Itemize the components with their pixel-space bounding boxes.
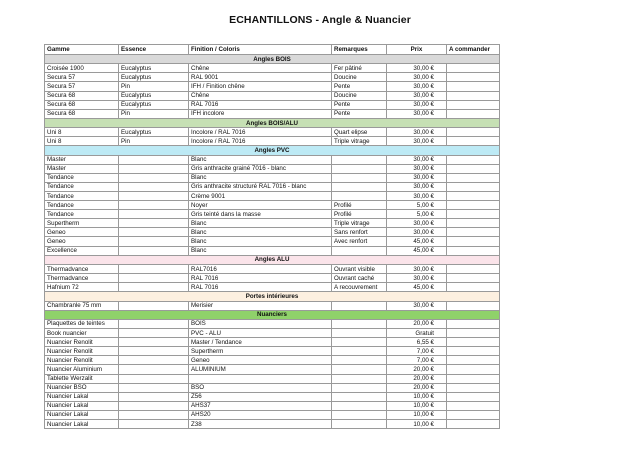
cell-gamme: Master bbox=[45, 164, 119, 173]
table-row bbox=[45, 128, 500, 137]
cell-remarques bbox=[332, 192, 387, 201]
cell-gamme: Chambranle 75 mm bbox=[45, 301, 119, 310]
cell-remarques bbox=[332, 401, 387, 410]
section-title: Nuanciers bbox=[45, 310, 500, 319]
table-row bbox=[45, 283, 500, 292]
cell-remarques bbox=[332, 329, 387, 338]
cell-prix: 45,00 € bbox=[387, 283, 447, 292]
cell-finition: Geneo bbox=[189, 356, 332, 365]
cell-gamme: Tablette Werzalit bbox=[45, 374, 119, 383]
table-row bbox=[45, 410, 500, 419]
cell-a-commander[interactable] bbox=[447, 356, 500, 365]
cell-finition: Incolore / RAL 7016 bbox=[189, 137, 332, 146]
cell-a-commander[interactable] bbox=[447, 274, 500, 283]
table-row bbox=[45, 329, 500, 338]
cell-a-commander[interactable] bbox=[447, 219, 500, 228]
table-row bbox=[45, 419, 500, 428]
cell-essence bbox=[119, 246, 189, 255]
cell-finition: BOIS bbox=[189, 319, 332, 328]
cell-remarques bbox=[332, 356, 387, 365]
cell-gamme: Excellence bbox=[45, 246, 119, 255]
table-row bbox=[45, 319, 500, 328]
cell-a-commander[interactable] bbox=[447, 91, 500, 100]
section-row bbox=[45, 292, 500, 301]
cell-remarques: Doucine bbox=[332, 91, 387, 100]
table-row bbox=[45, 228, 500, 237]
table-body bbox=[45, 55, 500, 429]
cell-essence bbox=[119, 419, 189, 428]
cell-gamme: Croisée 1900 bbox=[45, 64, 119, 73]
cell-gamme: Secura 68 bbox=[45, 100, 119, 109]
cell-gamme: Nuancier Aluminium bbox=[45, 365, 119, 374]
cell-gamme: Nuancier Renolit bbox=[45, 338, 119, 347]
cell-gamme: Master bbox=[45, 155, 119, 164]
cell-gamme: Nuancier Lakal bbox=[45, 392, 119, 401]
cell-remarques: Pente bbox=[332, 109, 387, 118]
cell-remarques: Fer pâtiné bbox=[332, 64, 387, 73]
table-row bbox=[45, 64, 500, 73]
cell-prix: 30,00 € bbox=[387, 100, 447, 109]
cell-remarques bbox=[332, 410, 387, 419]
cell-finition: IFH incolore bbox=[189, 109, 332, 118]
header-a-commander: A commander bbox=[447, 45, 500, 55]
cell-remarques: Sans renfort bbox=[332, 228, 387, 237]
cell-prix: 45,00 € bbox=[387, 246, 447, 255]
cell-essence bbox=[119, 283, 189, 292]
cell-prix: 30,00 € bbox=[387, 192, 447, 201]
cell-remarques: A recouvrement bbox=[332, 283, 387, 292]
cell-remarques: Pente bbox=[332, 100, 387, 109]
table-row bbox=[45, 73, 500, 82]
cell-prix: 30,00 € bbox=[387, 155, 447, 164]
cell-a-commander[interactable] bbox=[447, 401, 500, 410]
cell-remarques bbox=[332, 164, 387, 173]
cell-gamme: Plaquettes de teintes bbox=[45, 319, 119, 328]
cell-essence bbox=[119, 274, 189, 283]
cell-finition: Blanc bbox=[189, 228, 332, 237]
cell-gamme: Tendance bbox=[45, 210, 119, 219]
table-row bbox=[45, 301, 500, 310]
cell-gamme: Nuancier Lakal bbox=[45, 401, 119, 410]
header-row bbox=[45, 45, 500, 55]
cell-a-commander[interactable] bbox=[447, 128, 500, 137]
cell-a-commander[interactable] bbox=[447, 155, 500, 164]
cell-remarques bbox=[332, 365, 387, 374]
table-row bbox=[45, 383, 500, 392]
cell-a-commander[interactable] bbox=[447, 192, 500, 201]
table-row bbox=[45, 246, 500, 255]
cell-a-commander[interactable] bbox=[447, 164, 500, 173]
cell-gamme: Nuancier Lakal bbox=[45, 410, 119, 419]
table-row bbox=[45, 264, 500, 273]
header-gamme: Gamme bbox=[45, 45, 119, 55]
cell-remarques: Quart elipse bbox=[332, 128, 387, 137]
cell-essence bbox=[119, 392, 189, 401]
section-row bbox=[45, 146, 500, 155]
cell-a-commander[interactable] bbox=[447, 73, 500, 82]
section-title: Angles BOIS/ALU bbox=[45, 118, 500, 127]
cell-finition: RAL 7016 bbox=[189, 274, 332, 283]
section-row bbox=[45, 55, 500, 64]
table-row bbox=[45, 182, 500, 191]
cell-prix: 30,00 € bbox=[387, 228, 447, 237]
cell-prix: 20,00 € bbox=[387, 365, 447, 374]
cell-prix: 30,00 € bbox=[387, 82, 447, 91]
cell-a-commander[interactable] bbox=[447, 201, 500, 210]
cell-gamme: Tendance bbox=[45, 192, 119, 201]
cell-a-commander[interactable] bbox=[447, 210, 500, 219]
cell-essence bbox=[119, 410, 189, 419]
cell-essence bbox=[119, 264, 189, 273]
cell-finition: RAL7016 bbox=[189, 264, 332, 273]
table-row bbox=[45, 82, 500, 91]
header-prix: Prix bbox=[387, 45, 447, 55]
table-row bbox=[45, 274, 500, 283]
table-row bbox=[45, 201, 500, 210]
cell-a-commander[interactable] bbox=[447, 374, 500, 383]
table-row bbox=[45, 401, 500, 410]
cell-gamme: Tendance bbox=[45, 182, 119, 191]
cell-gamme: Secura 57 bbox=[45, 82, 119, 91]
cell-prix: 10,00 € bbox=[387, 410, 447, 419]
cell-finition: Chêne bbox=[189, 64, 332, 73]
cell-a-commander[interactable] bbox=[447, 109, 500, 118]
table-row bbox=[45, 210, 500, 219]
cell-remarques bbox=[332, 155, 387, 164]
cell-prix: 30,00 € bbox=[387, 91, 447, 100]
header-finition: Finition / Coloris bbox=[189, 45, 332, 55]
cell-a-commander[interactable] bbox=[447, 237, 500, 246]
header-remarques: Remarques bbox=[332, 45, 387, 55]
cell-remarques bbox=[332, 347, 387, 356]
cell-essence bbox=[119, 192, 189, 201]
cell-finition bbox=[189, 374, 332, 383]
cell-essence: Eucalyptus bbox=[119, 128, 189, 137]
cell-prix: 10,00 € bbox=[387, 401, 447, 410]
section-title: Angles ALU bbox=[45, 255, 500, 264]
cell-a-commander[interactable] bbox=[447, 182, 500, 191]
cell-gamme: Hafnium 72 bbox=[45, 283, 119, 292]
cell-essence bbox=[119, 210, 189, 219]
price-table bbox=[44, 44, 500, 429]
table-row bbox=[45, 219, 500, 228]
cell-finition: Blanc bbox=[189, 155, 332, 164]
cell-essence bbox=[119, 356, 189, 365]
cell-gamme: Nuancier Lakal bbox=[45, 419, 119, 428]
table-row bbox=[45, 338, 500, 347]
cell-gamme: Book nuancier bbox=[45, 329, 119, 338]
cell-remarques: Ouvrant visible bbox=[332, 264, 387, 273]
table-row bbox=[45, 100, 500, 109]
table-row bbox=[45, 237, 500, 246]
cell-essence bbox=[119, 365, 189, 374]
cell-remarques bbox=[332, 419, 387, 428]
cell-finition: Gris anthracite structuré RAL 7016 - blanc bbox=[189, 182, 332, 191]
table-row bbox=[45, 155, 500, 164]
cell-finition: Z56 bbox=[189, 392, 332, 401]
cell-a-commander[interactable] bbox=[447, 410, 500, 419]
cell-prix: 30,00 € bbox=[387, 73, 447, 82]
cell-a-commander[interactable] bbox=[447, 283, 500, 292]
cell-a-commander[interactable] bbox=[447, 419, 500, 428]
table-row bbox=[45, 109, 500, 118]
section-row bbox=[45, 255, 500, 264]
cell-remarques: Avec renfort bbox=[332, 237, 387, 246]
cell-a-commander[interactable] bbox=[447, 301, 500, 310]
cell-gamme: Nuancier Renolit bbox=[45, 347, 119, 356]
cell-essence bbox=[119, 329, 189, 338]
cell-gamme: Geneo bbox=[45, 228, 119, 237]
section-title: Angles PVC bbox=[45, 146, 500, 155]
cell-essence: Eucalyptus bbox=[119, 73, 189, 82]
cell-remarques: Pente bbox=[332, 82, 387, 91]
cell-finition: Master / Tendance bbox=[189, 338, 332, 347]
cell-prix: 20,00 € bbox=[387, 374, 447, 383]
cell-remarques bbox=[332, 338, 387, 347]
cell-gamme: Tendance bbox=[45, 173, 119, 182]
cell-prix: 30,00 € bbox=[387, 274, 447, 283]
cell-finition: Z38 bbox=[189, 419, 332, 428]
cell-essence bbox=[119, 401, 189, 410]
cell-finition: Blanc bbox=[189, 173, 332, 182]
cell-finition: Gris teinté dans la masse bbox=[189, 210, 332, 219]
cell-prix: 7,00 € bbox=[387, 356, 447, 365]
cell-essence: Pin bbox=[119, 109, 189, 118]
cell-essence: Pin bbox=[119, 82, 189, 91]
cell-finition: Blanc bbox=[189, 219, 332, 228]
cell-remarques: Ouvrant caché bbox=[332, 274, 387, 283]
header-essence: Essence bbox=[119, 45, 189, 55]
cell-gamme: Secura 57 bbox=[45, 73, 119, 82]
cell-a-commander[interactable] bbox=[447, 383, 500, 392]
table-row bbox=[45, 173, 500, 182]
cell-remarques bbox=[332, 173, 387, 182]
cell-finition: Incolore / RAL 7016 bbox=[189, 128, 332, 137]
cell-prix: 30,00 € bbox=[387, 128, 447, 137]
cell-remarques bbox=[332, 392, 387, 401]
cell-remarques bbox=[332, 319, 387, 328]
cell-gamme: Secura 68 bbox=[45, 91, 119, 100]
cell-prix: 30,00 € bbox=[387, 109, 447, 118]
cell-prix: 20,00 € bbox=[387, 319, 447, 328]
table-row bbox=[45, 374, 500, 383]
cell-essence bbox=[119, 201, 189, 210]
cell-finition: Noyer bbox=[189, 201, 332, 210]
cell-remarques bbox=[332, 301, 387, 310]
cell-gamme: Uni 8 bbox=[45, 137, 119, 146]
cell-remarques: Triple vitrage bbox=[332, 219, 387, 228]
cell-finition: IFH / Finition chêne bbox=[189, 82, 332, 91]
cell-a-commander[interactable] bbox=[447, 392, 500, 401]
cell-prix: 30,00 € bbox=[387, 173, 447, 182]
cell-prix: 10,00 € bbox=[387, 392, 447, 401]
cell-essence: Eucalyptus bbox=[119, 64, 189, 73]
table-row bbox=[45, 347, 500, 356]
cell-essence bbox=[119, 338, 189, 347]
cell-gamme: Tendance bbox=[45, 201, 119, 210]
cell-essence bbox=[119, 237, 189, 246]
cell-gamme: Thermadvance bbox=[45, 264, 119, 273]
cell-gamme: Thermadvance bbox=[45, 274, 119, 283]
cell-finition: AHS37 bbox=[189, 401, 332, 410]
cell-essence bbox=[119, 164, 189, 173]
cell-a-commander[interactable] bbox=[447, 246, 500, 255]
cell-essence bbox=[119, 155, 189, 164]
cell-prix: 30,00 € bbox=[387, 137, 447, 146]
cell-essence bbox=[119, 374, 189, 383]
cell-essence bbox=[119, 301, 189, 310]
cell-prix: 30,00 € bbox=[387, 164, 447, 173]
cell-finition: ALUMINIUM bbox=[189, 365, 332, 374]
cell-essence bbox=[119, 228, 189, 237]
cell-prix: 30,00 € bbox=[387, 301, 447, 310]
cell-finition: Gris anthracite grainé 7016 - blanc bbox=[189, 164, 332, 173]
cell-finition: Blanc bbox=[189, 237, 332, 246]
cell-essence bbox=[119, 219, 189, 228]
cell-a-commander[interactable] bbox=[447, 173, 500, 182]
table-row bbox=[45, 164, 500, 173]
cell-a-commander[interactable] bbox=[447, 338, 500, 347]
cell-finition: PVC - ALU bbox=[189, 329, 332, 338]
cell-essence: Eucalyptus bbox=[119, 100, 189, 109]
cell-remarques bbox=[332, 182, 387, 191]
cell-prix: 7,00 € bbox=[387, 347, 447, 356]
table-row bbox=[45, 392, 500, 401]
cell-a-commander[interactable] bbox=[447, 365, 500, 374]
cell-finition: Supertherm bbox=[189, 347, 332, 356]
cell-gamme: Nuancier Renolit bbox=[45, 356, 119, 365]
cell-a-commander[interactable] bbox=[447, 264, 500, 273]
cell-remarques: Triple vitrage bbox=[332, 137, 387, 146]
section-title: Portes intérieures bbox=[45, 292, 500, 301]
cell-remarques: Doucine bbox=[332, 73, 387, 82]
table-row bbox=[45, 365, 500, 374]
cell-gamme: Uni 8 bbox=[45, 128, 119, 137]
cell-prix: 20,00 € bbox=[387, 383, 447, 392]
cell-essence bbox=[119, 173, 189, 182]
cell-prix: 5,00 € bbox=[387, 201, 447, 210]
section-row bbox=[45, 310, 500, 319]
cell-gamme: Supertherm bbox=[45, 219, 119, 228]
cell-prix: 5,00 € bbox=[387, 210, 447, 219]
section-title: Angles BOIS bbox=[45, 55, 500, 64]
cell-remarques bbox=[332, 374, 387, 383]
cell-finition: RAL 7016 bbox=[189, 283, 332, 292]
cell-prix: 30,00 € bbox=[387, 182, 447, 191]
cell-a-commander[interactable] bbox=[447, 329, 500, 338]
cell-a-commander[interactable] bbox=[447, 137, 500, 146]
cell-finition: AHS20 bbox=[189, 410, 332, 419]
cell-essence: Eucalyptus bbox=[119, 91, 189, 100]
cell-finition: Blanc bbox=[189, 246, 332, 255]
table-row bbox=[45, 91, 500, 100]
cell-finition: Crème 9001 bbox=[189, 192, 332, 201]
cell-prix: 30,00 € bbox=[387, 264, 447, 273]
cell-finition: BSO bbox=[189, 383, 332, 392]
cell-prix: 45,00 € bbox=[387, 237, 447, 246]
cell-finition: RAL 9001 bbox=[189, 73, 332, 82]
cell-finition: Chêne bbox=[189, 91, 332, 100]
cell-a-commander[interactable] bbox=[447, 319, 500, 328]
cell-essence bbox=[119, 319, 189, 328]
cell-remarques: Profilé bbox=[332, 201, 387, 210]
cell-remarques bbox=[332, 383, 387, 392]
cell-remarques bbox=[332, 246, 387, 255]
cell-gamme: Nuancier BSO bbox=[45, 383, 119, 392]
cell-prix: 30,00 € bbox=[387, 64, 447, 73]
table-row bbox=[45, 192, 500, 201]
cell-a-commander[interactable] bbox=[447, 347, 500, 356]
cell-a-commander[interactable] bbox=[447, 64, 500, 73]
cell-finition: RAL 7016 bbox=[189, 100, 332, 109]
cell-essence bbox=[119, 347, 189, 356]
cell-essence bbox=[119, 383, 189, 392]
cell-essence: Pin bbox=[119, 137, 189, 146]
cell-a-commander[interactable] bbox=[447, 82, 500, 91]
cell-prix: 6,55 € bbox=[387, 338, 447, 347]
table-row bbox=[45, 137, 500, 146]
cell-a-commander[interactable] bbox=[447, 228, 500, 237]
cell-prix: 30,00 € bbox=[387, 219, 447, 228]
cell-gamme: Secura 68 bbox=[45, 109, 119, 118]
table-row bbox=[45, 356, 500, 365]
cell-prix: Gratuit bbox=[387, 329, 447, 338]
cell-remarques: Profilé bbox=[332, 210, 387, 219]
cell-gamme: Geneo bbox=[45, 237, 119, 246]
cell-a-commander[interactable] bbox=[447, 100, 500, 109]
cell-finition: Merisier bbox=[189, 301, 332, 310]
document-title: ECHANTILLONS - Angle & Nuancier bbox=[229, 14, 411, 26]
section-row bbox=[45, 118, 500, 127]
cell-prix: 10,00 € bbox=[387, 419, 447, 428]
cell-essence bbox=[119, 182, 189, 191]
